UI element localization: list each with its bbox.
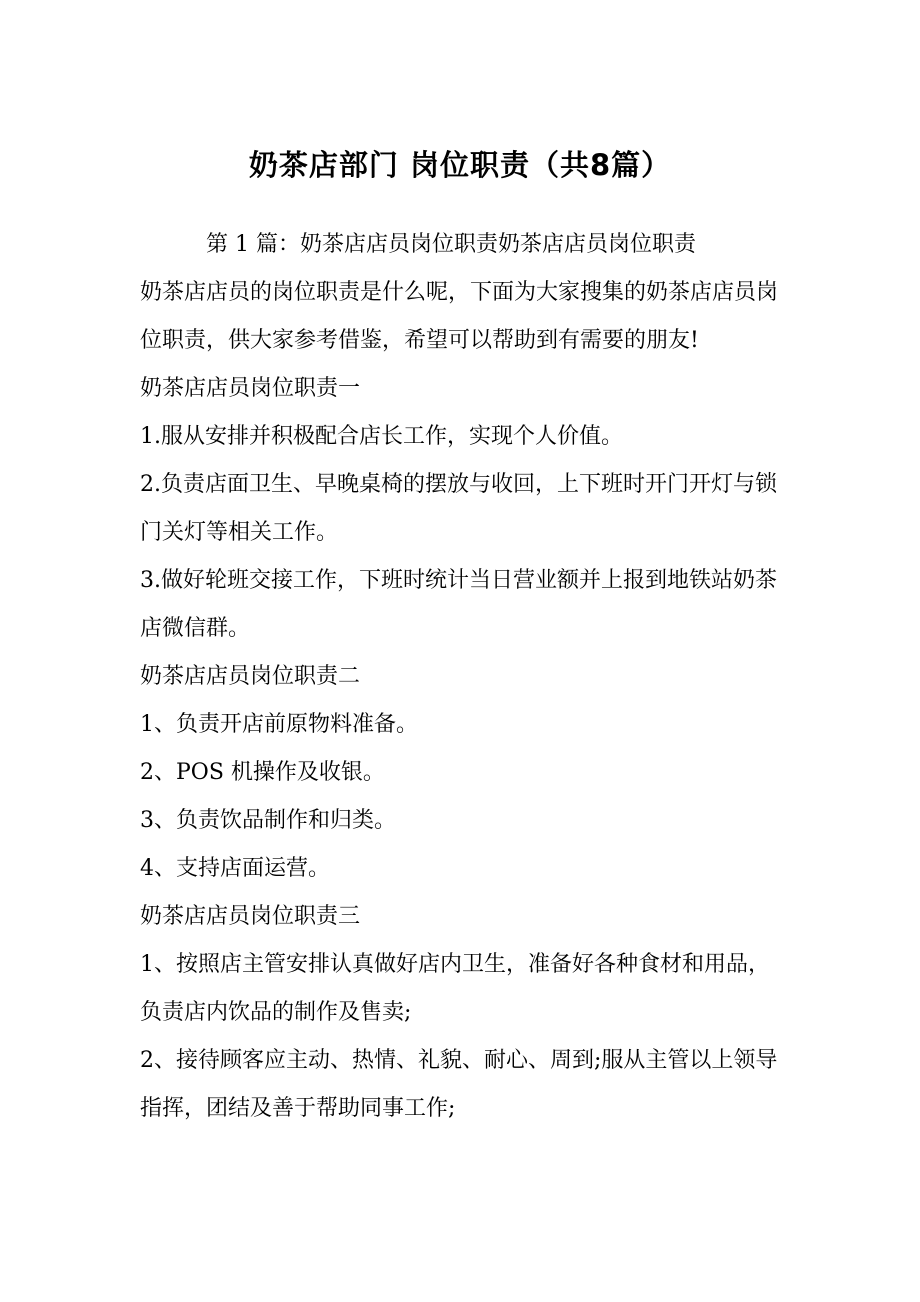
list-item: 1、按照店主管安排认真做好店内卫生，准备好各种食材和用品，负责店内饮品的制作及售卖;: [140, 952, 770, 1025]
list-item: 3、负责饮品制作和归类。: [140, 808, 396, 833]
list-item: 2.负责店面卫生、早晚桌椅的摆放与收回，上下班时开门开灯与锁门关灯等相关工作。: [140, 472, 777, 545]
list-item: 3.做好轮班交接工作，下班时统计当日营业额并上报到地铁站奶茶店微信群。: [140, 568, 777, 641]
list-item: 1.服从安排并积极配合店长工作，实现个人价值。: [140, 424, 623, 449]
document-title: 奶茶店部门 岗位职责（共8篇）: [248, 148, 672, 182]
intro-paragraph: 奶茶店店员的岗位职责是什么呢，下面为大家搜集的奶茶店店员岗位职责，供大家参考借鉴，希望可以帮助到有需要的朋友!: [140, 280, 779, 353]
list-item: 2、接待顾客应主动、热情、礼貌、耐心、周到;服从主管以上领导指挥，团结及善于帮助同事工作;: [140, 1048, 778, 1121]
list-item: 4、支持店面运营。: [140, 856, 330, 881]
duty-heading-2: 奶茶店店员岗位职责二: [140, 664, 361, 689]
duty-heading-3: 奶茶店店员岗位职责三: [140, 904, 361, 929]
list-item: 1、负责开店前原物料准备。: [140, 712, 418, 737]
document-body: [140, 221, 785, 1133]
section-heading: 第 1 篇：奶茶店店员岗位职责奶茶店店员岗位职责: [206, 232, 696, 257]
duty-heading-1: 奶茶店店员岗位职责一: [140, 376, 361, 401]
list-item: 2、POS 机操作及收银。: [140, 760, 385, 785]
